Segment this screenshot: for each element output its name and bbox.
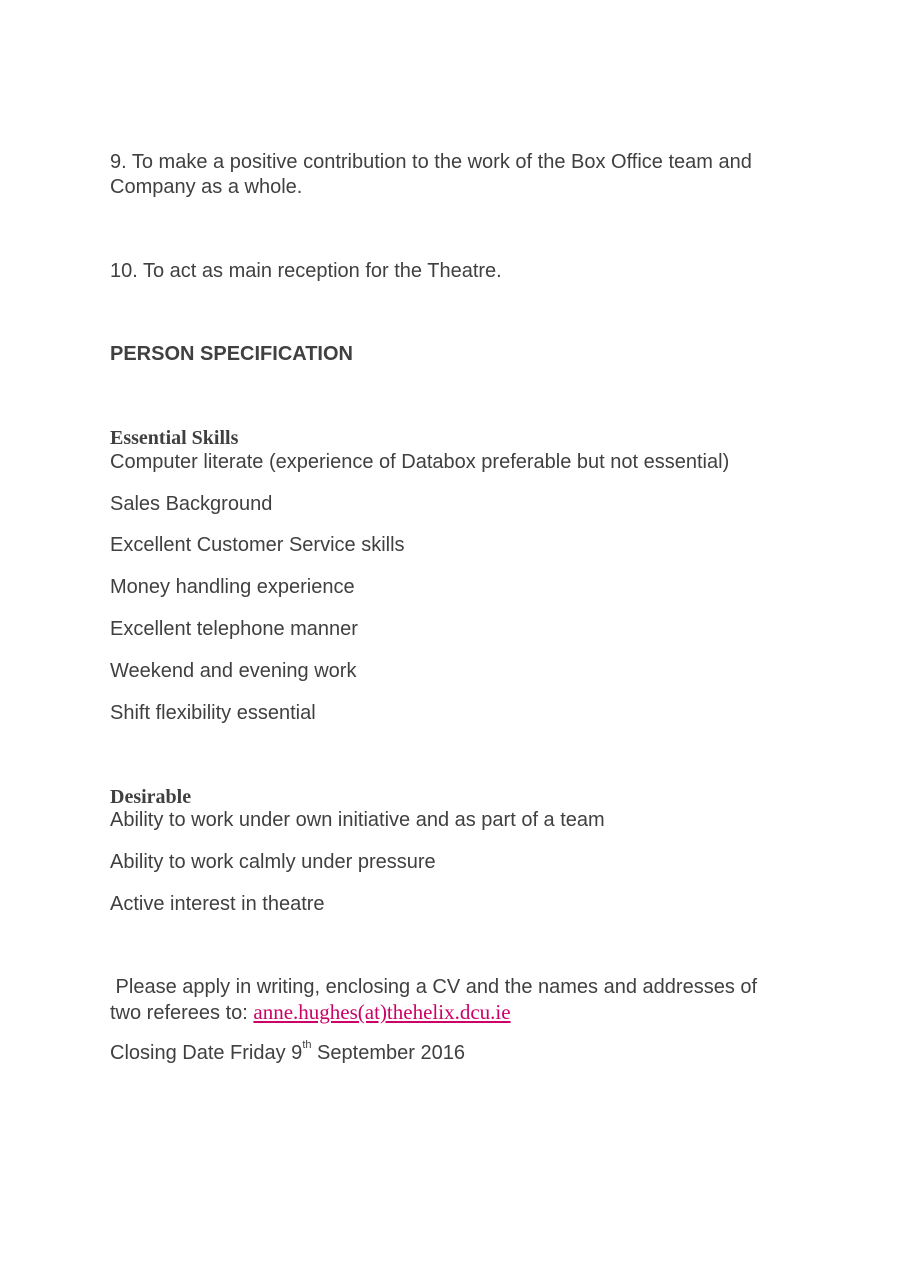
desirable-item: Active interest in theatre	[110, 893, 325, 915]
essential-item: Excellent telephone manner	[110, 618, 358, 640]
closing-date-rest: September 2016	[311, 1042, 465, 1064]
desirable-item: Ability to work calmly under pressure	[110, 851, 436, 873]
essential-item: Money handling experience	[110, 576, 355, 598]
essential-item: Excellent Customer Service skills	[110, 534, 405, 556]
item-9-line-2: Company as a whole.	[110, 176, 303, 198]
desirable-item: Ability to work under own initiative and as part of a team	[110, 809, 605, 831]
essential-item: Sales Background	[110, 493, 273, 515]
closing-date-prefix: Closing Date Friday 9	[110, 1042, 303, 1064]
apply-line-2-prefix: two referees to:	[110, 1002, 254, 1024]
item-10: 10. To act as main reception for the Theatre.	[110, 260, 502, 282]
person-specification-heading: PERSON SPECIFICATION	[110, 343, 353, 365]
apply-line-2	[110, 1000, 511, 1026]
closing-date	[110, 1041, 465, 1066]
item-9-line-1: 9. To make a positive contribution to the work of the Box Office team and	[110, 151, 752, 173]
desirable-heading: Desirable	[110, 786, 192, 808]
apply-line-1: Please apply in writing, enclosing a CV and the names and addresses of	[110, 976, 758, 998]
essential-skills-heading: Essential Skills	[110, 427, 239, 449]
essential-item: Weekend and evening work	[110, 660, 357, 682]
contact-email-link[interactable]: anne.hughes(at)thehelix.dcu.ie	[253, 1000, 511, 1024]
closing-date-ordinal: th	[302, 1039, 312, 1052]
essential-item: Computer literate (experience of Databox preferable but not essential)	[110, 451, 730, 473]
essential-item: Shift flexibility essential	[110, 702, 316, 724]
